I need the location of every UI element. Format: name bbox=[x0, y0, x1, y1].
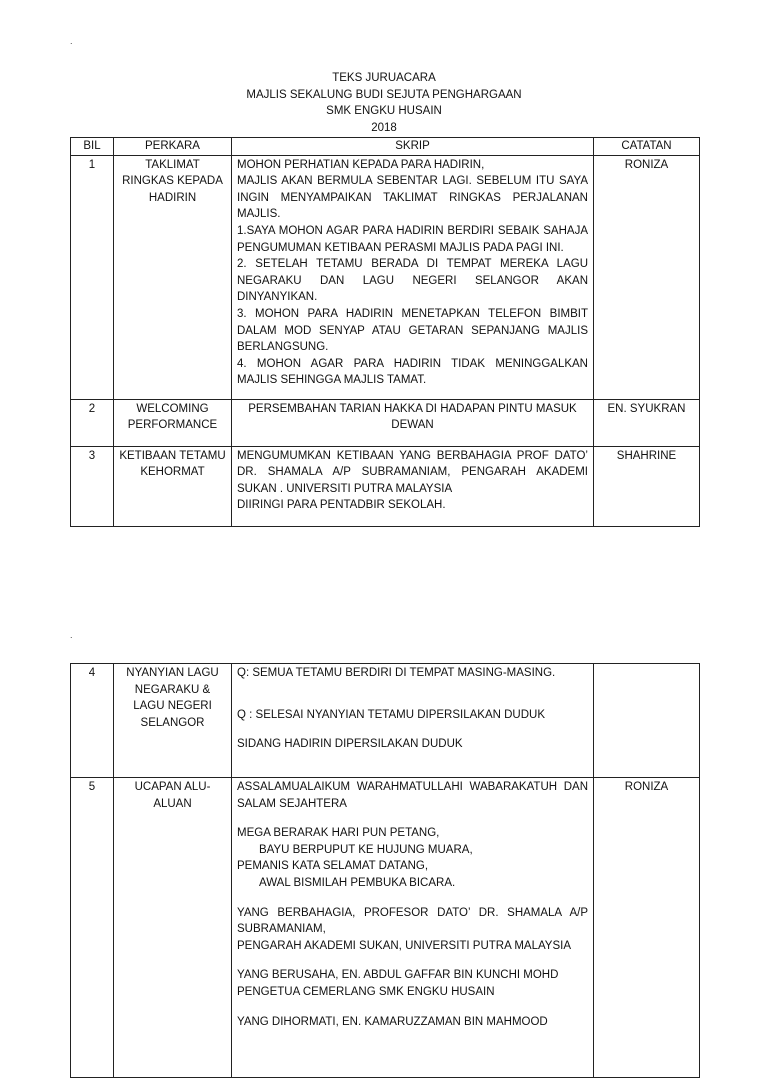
row-skrip bbox=[232, 155, 594, 399]
table-row bbox=[71, 778, 700, 1078]
skrip-line: YANG DIHORMATI, EN. KAMARUZZAMAN BIN MAHMOOD bbox=[237, 1015, 548, 1028]
page-marker: . bbox=[70, 36, 73, 46]
skrip-line: MENGUMUMKAN KETIBAAN YANG BERBAHAGIA PROF DATO’ DR. SHAMALA A/P SUBRAMANIAM, PENGARAH AKADEMI SUKAN . UNIVERSITI PUTRA MALAYSIA bbox=[237, 449, 588, 495]
row-bil: 5 bbox=[71, 778, 114, 1078]
pantun-line: BAYU BERPUPUT KE HUJUNG MUARA, bbox=[259, 843, 473, 856]
skrip-line: YANG BERUSAHA, EN. ABDUL GAFFAR BIN KUNCHI MOHD bbox=[237, 969, 559, 982]
row-catatan bbox=[594, 664, 700, 778]
row-catatan: RONIZA bbox=[594, 155, 700, 399]
col-header-catatan: CATATAN bbox=[594, 138, 700, 156]
row-perkara: NYANYIAN LAGU NEGARAKU & LAGU NEGERI SELANGOR bbox=[114, 664, 232, 778]
row-catatan: SHAHRINE bbox=[594, 446, 700, 526]
skrip-line: 1.SAYA MOHON AGAR PARA HADIRIN BERDIRI SEBAIK SAHAJA PENGUMUMAN KETIBAAN PERASMI MAJLIS PADA PAGI INI. bbox=[237, 224, 588, 254]
skrip-line: 3. MOHON PARA HADIRIN MENETAPKAN TELEFON BIMBIT DALAM MOD SENYAP ATAU GETARAN SEPANJANG MAJLIS BERLANGSUNG. bbox=[237, 307, 588, 354]
skrip-line: 2. SETELAH TETAMU BERADA DI TEMPAT MEREKA LAGU NEGARAKU DAN LAGU NEGERI SELANGOR AKAN DINYANYIKAN. bbox=[237, 258, 588, 304]
skrip-line: Q : SELESAI NYANYIAN TETAMU DIPERSILAKAN DUDUK bbox=[237, 708, 546, 721]
skrip-line: MAJLIS AKAN BERMULA SEBENTAR LAGI. SEBELUM ITU SAYA INGIN MENYAMPAIKAN TAKLIMAT RINGKAS PERJALANAN MAJLIS. bbox=[237, 175, 588, 221]
table-header-row bbox=[71, 138, 700, 156]
page-marker: . bbox=[70, 630, 73, 640]
row-bil: 1 bbox=[71, 155, 114, 399]
row-catatan: EN. SYUKRAN bbox=[594, 399, 700, 446]
pantun-line: PEMANIS KATA SELAMAT DATANG, bbox=[237, 860, 429, 873]
row-skrip bbox=[232, 446, 594, 526]
skrip-line: PENGETUA CEMERLANG SMK ENGKU HUSAIN bbox=[237, 985, 495, 998]
row-skrip bbox=[232, 399, 594, 446]
row-skrip bbox=[232, 664, 594, 778]
row-bil: 2 bbox=[71, 399, 114, 446]
row-bil: 4 bbox=[71, 664, 114, 778]
row-perkara: WELCOMING PERFORMANCE bbox=[114, 399, 232, 446]
row-catatan: RONIZA bbox=[594, 778, 700, 1078]
header-title: TEKS JURUACARA bbox=[332, 72, 436, 84]
col-header-bil: BIL bbox=[71, 138, 114, 156]
skrip-line: YANG BERBAHAGIA, PROFESOR DATO’ DR. SHAMALA A/P SUBRAMANIAM, bbox=[237, 906, 588, 936]
skrip-line: Q: SEMUA TETAMU BERDIRI DI TEMPAT MASING-MASING. bbox=[237, 667, 556, 679]
skrip-line: SIDANG HADIRIN DIPERSILAKAN DUDUK bbox=[237, 738, 463, 751]
table-row bbox=[71, 664, 700, 778]
col-header-perkara: PERKARA bbox=[114, 138, 232, 156]
row-perkara: UCAPAN ALU-ALUAN bbox=[114, 778, 232, 1078]
table-row bbox=[71, 446, 700, 526]
skrip-line: MOHON PERHATIAN KEPADA PARA HADIRIN, bbox=[237, 158, 485, 171]
script-table-page2 bbox=[70, 663, 700, 1078]
row-perkara: KETIBAAN TETAMU KEHORMAT bbox=[114, 446, 232, 526]
row-bil: 3 bbox=[71, 446, 114, 526]
header-school: SMK ENGKU HUSAIN bbox=[326, 105, 442, 117]
skrip-line: PERSEMBAHAN TARIAN HAKKA DI HADAPAN PINTU MASUK DEWAN bbox=[248, 402, 577, 432]
skrip-line: ASSALAMUALAIKUM WARAHMATULLAHI WABARAKATUH DAN SALAM SEJAHTERA bbox=[237, 781, 588, 810]
script-table-page1 bbox=[70, 137, 700, 527]
header-event: MAJLIS SEKALUNG BUDI SEJUTA PENGHARGAAN bbox=[246, 88, 522, 101]
skrip-line: 4. MOHON AGAR PARA HADIRIN TIDAK MENINGGALKAN MAJLIS SEHINGGA MAJLIS TAMAT. bbox=[237, 357, 588, 387]
pantun-line: AWAL BISMILAH PEMBUKA BICARA. bbox=[259, 876, 456, 889]
row-skrip bbox=[232, 778, 594, 1078]
skrip-line: DIIRINGI PARA PENTADBIR SEKOLAH. bbox=[237, 499, 446, 512]
table-row bbox=[71, 399, 700, 446]
header-year: 2018 bbox=[371, 121, 397, 134]
skrip-line: PENGARAH AKADEMI SUKAN, UNIVERSITI PUTRA MALAYSIA bbox=[237, 939, 572, 952]
table-row bbox=[71, 155, 700, 399]
document-header bbox=[0, 70, 768, 136]
col-header-skrip: SKRIP bbox=[232, 138, 594, 156]
row-perkara: TAKLIMAT RINGKAS KEPADA HADIRIN bbox=[114, 155, 232, 399]
pantun-line: MEGA BERARAK HARI PUN PETANG, bbox=[237, 827, 440, 840]
